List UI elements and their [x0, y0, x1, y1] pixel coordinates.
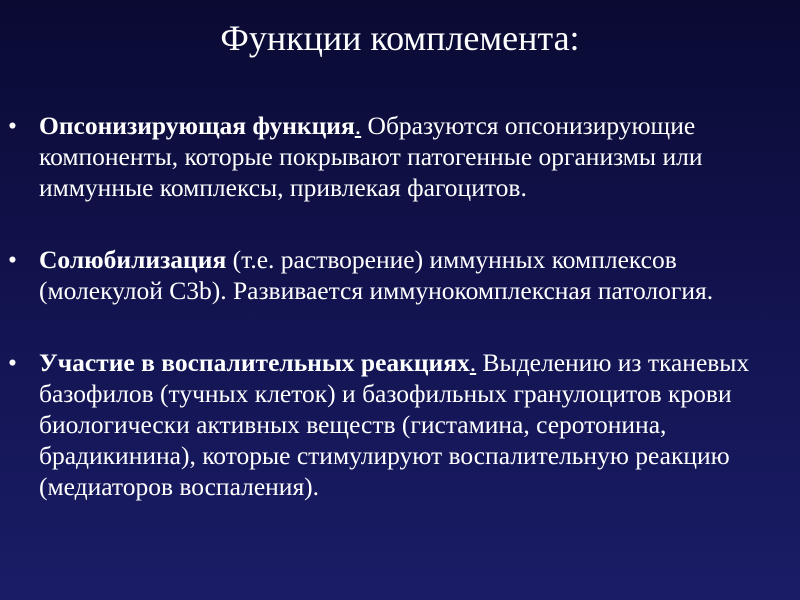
bullet-item-opsonization: [0, 110, 800, 203]
bullet-heading: Солюбилизация: [39, 245, 227, 274]
bullet-item-inflammation: [0, 347, 800, 502]
bullet-dot-icon: •: [8, 348, 17, 377]
bullet-heading-period: .: [469, 348, 477, 377]
bullet-text: Выделению из тканевых базофилов (тучных клеток) и базофильных гранулоцитов крови биологически активных веществ (гистамина, серотонина, брадикинина), которые стимулируют воспалительную реакцию (медиаторов воспаления).: [39, 348, 750, 501]
bullet-heading: Участие в воспалительных реакциях: [39, 348, 470, 377]
bullet-dot-icon: •: [8, 245, 17, 274]
bullet-list: [0, 110, 800, 502]
bullet-text: (т.е. растворение) иммунных комплексов (молекулой C3b). Развивается иммунокомплексная патология.: [39, 245, 714, 305]
slide-title: Функции комплемента:: [220, 18, 580, 58]
bullet-text: Образуются опсонизирующие компоненты, которые покрывают патогенные организмы или иммунные комплексы, привлекая фагоцитов.: [39, 111, 703, 202]
bullet-heading-period: .: [354, 111, 362, 140]
bullet-dot-icon: •: [8, 111, 17, 140]
bullet-heading: Опсонизирующая функция: [39, 111, 355, 140]
bullet-item-solubilization: [0, 244, 800, 306]
